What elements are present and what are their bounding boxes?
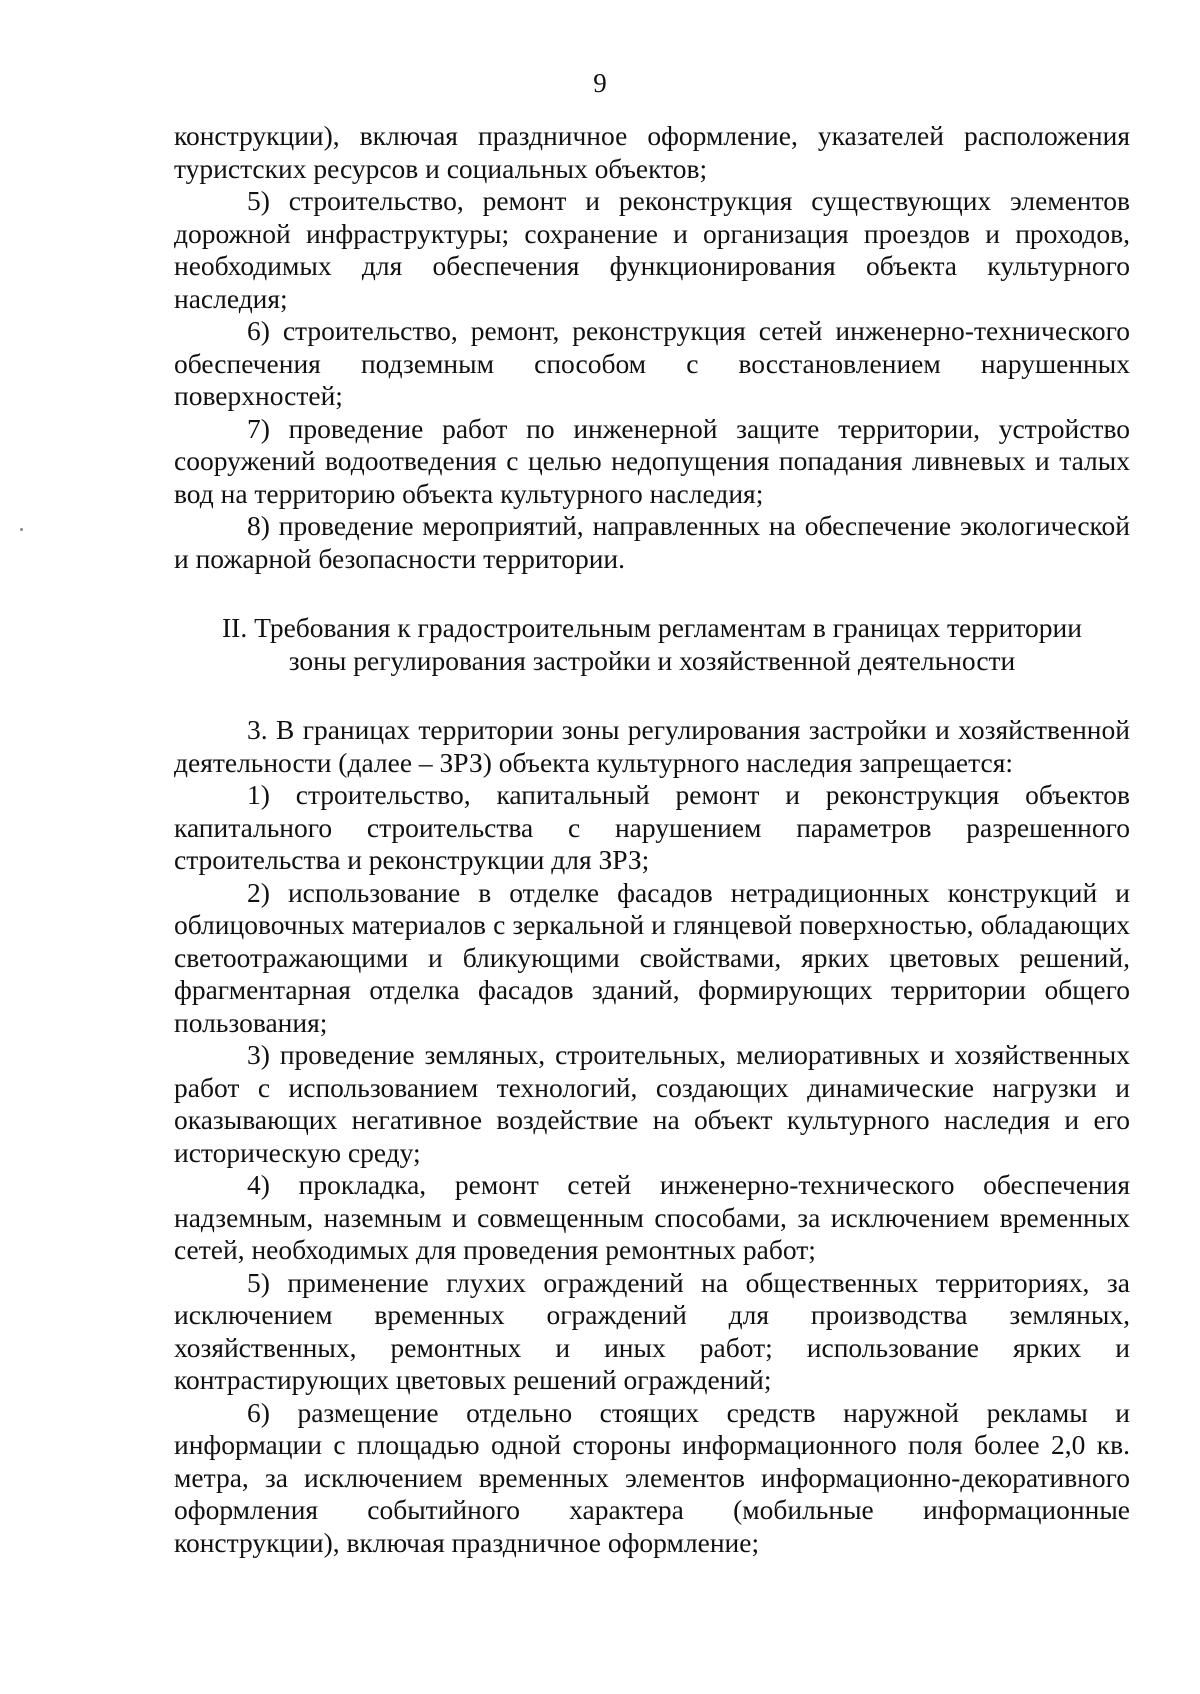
bottom-paragraphs (174, 714, 1130, 1559)
paragraph-subitem-4: 4) прокладка, ремонт сетей инженерно-технического обеспечения надземным, наземным и совмещенным способами, за исключением временных сетей, необходимых для проведения ремонтных работ; (174, 1169, 1130, 1265)
section-heading (174, 612, 1130, 677)
paragraph-subitem-6: 6) размещение отдельно стоящих средств наружной рекламы и информации с площадью одной стороны информационного поля более 2,0 кв. метра, за исключением временных элементов информационно-декоративного оформления событийного характера (мобильные информационные конструкции), включая праздничное оформление; (174, 1396, 1130, 1558)
paragraph-item-8: 8) проведение мероприятий, направленных на обеспечение экологической и пожарной безопасности территории. (174, 510, 1130, 574)
paragraph-continuation: конструкции), включая праздничное оформление, указателей расположения туристских ресурсов и социальных объектов; (174, 120, 1130, 184)
paragraph-clause-3: 3. В границах территории зоны регулирования застройки и хозяйственной деятельности (далее – ЗРЗ) объекта культурного наследия запрещается: (174, 714, 1130, 778)
paragraph-subitem-5: 5) применение глухих ограждений на общественных территориях, за исключением временных ограждений для производства земляных, хозяйственных, ремонтных и иных работ; использование ярких и контрастирующих цветовых решений ограждений; (174, 1266, 1130, 1395)
section-heading-line-1: II. Требования к градостроительным регламентам в границах территории (222, 612, 1082, 643)
margin-speck (20, 528, 23, 531)
paragraph-item-5: 5) строительство, ремонт и реконструкция существующих элементов дорожной инфраструктуры; сохранение и организация проездов и проходов, необходимых для обеспечения функционирования объекта культурного наследия; (174, 185, 1130, 314)
paragraph-item-7: 7) проведение работ по инженерной защите территории, устройство сооружений водоотведения с целью недопущения попадания ливневых и талых вод на территорию объекта культурного наследия; (174, 412, 1130, 509)
paragraph-subitem-3: 3) проведение земляных, строительных, мелиоративных и хозяйственных работ с использованием технологий, создающих динамические нагрузки и оказывающих негативное воздействие на объект культурного наследия и его историческую среду; (174, 1039, 1130, 1168)
paragraph-item-6: 6) строительство, ремонт, реконструкция сетей инженерно-технического обеспечения подземным способом с восстановлением нарушенных поверхностей; (174, 315, 1130, 411)
document-body (174, 120, 1130, 1559)
paragraph-subitem-1: 1) строительство, капитальный ремонт и реконструкция объектов капитального строительства с нарушением параметров разрешенного строительства и реконструкции для ЗРЗ; (174, 779, 1130, 875)
page-number: 9 (593, 68, 607, 98)
section-heading-line-2: зоны регулирования застройки и хозяйственной деятельности (288, 644, 1016, 676)
top-paragraphs (174, 120, 1130, 575)
paragraph-subitem-2: 2) использование в отделке фасадов нетрадиционных конструкций и облицовочных материалов с зеркальной и глянцевой поверхностью, обладающих светоотражающими и бликующими свойствами, ярких цветовых решений, фрагментарная отделка фасадов зданий, формирующих территории общего пользования; (174, 876, 1130, 1038)
